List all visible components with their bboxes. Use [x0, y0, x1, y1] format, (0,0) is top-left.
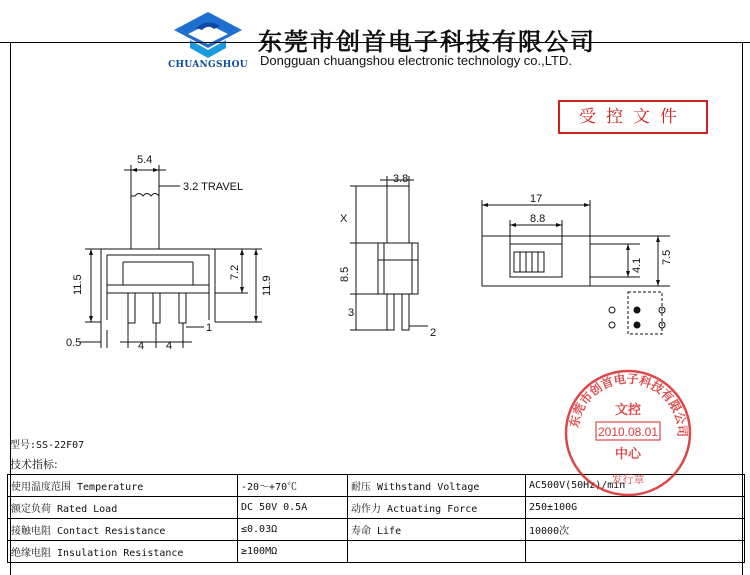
dim-pitch-b-label: 4 [166, 340, 173, 352]
spec-cell: ≤0.03Ω [238, 519, 348, 541]
spec-cell: DC 50V 0.5A [238, 497, 348, 519]
spec-cell: 接触电阻 Contact Resistance [8, 519, 238, 541]
spec-cell [348, 541, 526, 563]
spec-heading: 技术指标: [10, 458, 58, 471]
model-number: 型号:SS-22F07 [10, 440, 85, 451]
seal-line3: 中心 [614, 447, 642, 462]
spec-cell: -20～+70℃ [238, 475, 348, 497]
dim-pitch-a-label: 4 [138, 340, 145, 352]
dim-top-inner-height-label: 4.1 [631, 257, 643, 273]
dim-end-pin-label: 3 [348, 307, 355, 319]
dim-total-height-label: 11.5 [72, 274, 84, 295]
spec-cell: 10000次 [526, 519, 745, 541]
dim-end-height-label: 8.5 [339, 266, 351, 282]
spec-cell: AC500V(50Hz)/min [526, 475, 745, 497]
dim-end-pin-width-label: 2 [430, 327, 437, 339]
spec-cell: 寿命 Life [348, 519, 526, 541]
table-row [8, 497, 745, 519]
dim-body-height-label: 7.2 [229, 264, 241, 280]
company-name-cn: 东莞市创首电子科技有限公司 [258, 27, 596, 56]
dim-pin-width-label: 1 [206, 322, 213, 334]
table-row [8, 541, 745, 563]
seal-date: 2010.08.01 [597, 425, 659, 439]
spec-cell: 动作力 Actuating Force [348, 497, 526, 519]
dim-top-length-label: 17 [530, 193, 543, 205]
table-row [8, 519, 745, 541]
dim-travel-label: 3.2 TRAVEL [183, 181, 244, 193]
spec-cell: 耐压 Withstand Voltage [348, 475, 526, 497]
controlled-document-stamp: 受控文件 [558, 100, 708, 134]
logo-text: CHUANGSHOU [168, 60, 248, 70]
company-seal-icon [563, 368, 693, 498]
seal-ring-text: 东莞市创首电子科技有限公司 [567, 371, 690, 438]
spec-cell: 250±100G [526, 497, 745, 519]
seal-line1: 文控 [614, 403, 642, 418]
dim-top-outer-height-label: 7.5 [661, 249, 673, 265]
dim-offset-label: 0.5 [66, 337, 82, 349]
dim-width-label: 5.4 [137, 154, 153, 166]
spec-cell: 额定负荷 Rated Load [8, 497, 238, 519]
spec-cell: 绝缘电阻 Insulation Resistance [8, 541, 238, 563]
dim-right-height-label: 11.9 [261, 275, 273, 296]
dim-end-top-width-label: 3.8 [393, 173, 409, 185]
dim-end-x-label: X [340, 213, 348, 225]
dim-top-window-label: 8.8 [530, 213, 546, 225]
spec-cell [526, 541, 745, 563]
seal-bottom-text: 发行章 [611, 473, 645, 486]
spec-cell: 使用温度范围 Temperature [8, 475, 238, 497]
company-name-en: Dongguan chuangshou electronic technology co.,LTD. [260, 53, 572, 68]
spec-cell: ≥100MΩ [238, 541, 348, 563]
